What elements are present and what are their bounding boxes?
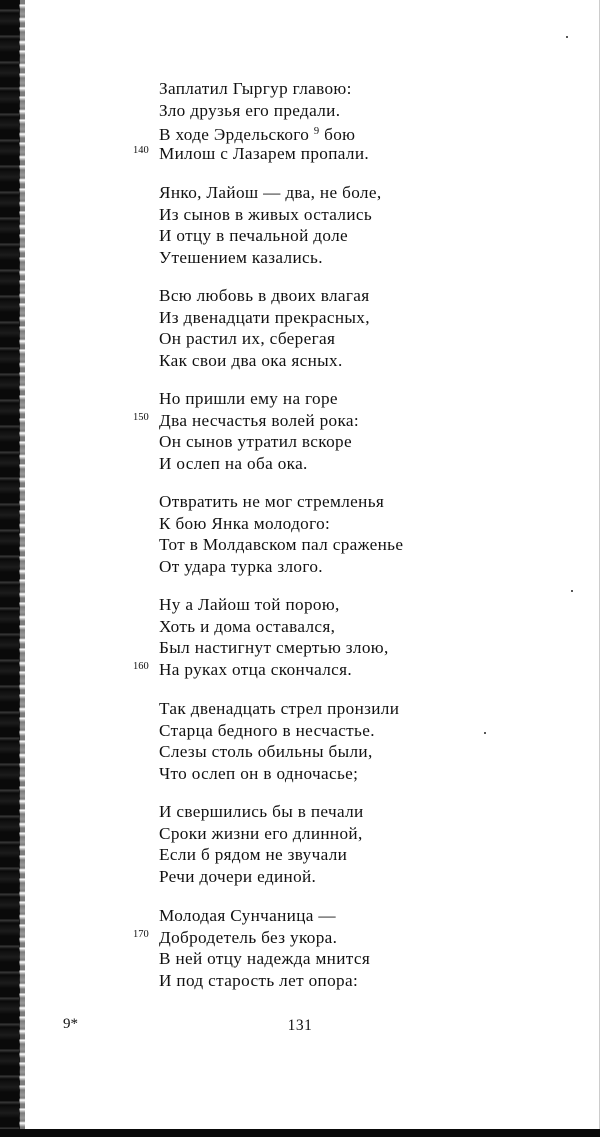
poem-line-text: Зло друзья его предали. <box>159 100 341 120</box>
poem-line-text: И свершились бы в печали <box>159 802 364 821</box>
poem-line-text: Два несчастья волей рока: <box>159 410 360 430</box>
poem-line-text: Утешением казались. <box>159 247 323 267</box>
poem-line <box>159 823 363 844</box>
poem-line <box>159 453 308 474</box>
poem-line <box>159 970 358 991</box>
poem-line-text: Речи дочери единой. <box>159 866 317 886</box>
poem-line-text: В ходе Эрдельского <box>159 125 310 144</box>
poem-line <box>159 285 370 306</box>
poem-line-text: От удара турка злого. <box>159 556 323 576</box>
poem-line-text: Так двенадцать стрел пронзили <box>159 699 400 718</box>
poem-line <box>159 100 340 121</box>
poem-line <box>159 594 340 615</box>
poem-line-text: На руках отца скончался. <box>159 659 353 679</box>
poem-line-text: Янко, Лайош — два, не боле, <box>159 183 382 202</box>
poem-line-text: Как свои два ока ясных. <box>159 350 343 370</box>
poem-line <box>159 225 348 246</box>
poem-line <box>159 388 338 409</box>
page-number-row <box>0 1017 600 1035</box>
poem-line <box>159 182 381 203</box>
poem-line-text: Всю любовь в двоих влагая <box>159 286 370 305</box>
poem-line-text: Из двенадцати прекрасных, <box>159 307 370 327</box>
poem-line-text: К бою Янка молодого: <box>159 513 331 533</box>
poem-line-text: Сроки жизни его длинной, <box>159 823 363 843</box>
poem-line-text: Он растил их, сберегая <box>159 329 336 348</box>
poem-line <box>159 720 375 741</box>
poem-line-text: Слезы столь обильны были, <box>159 742 373 761</box>
poem-line <box>159 637 389 658</box>
poem-line <box>159 556 323 577</box>
poem-line <box>159 763 358 784</box>
poem-line-text: И под старость лет опора: <box>159 970 359 990</box>
poem-line <box>159 328 335 349</box>
poem-line <box>159 801 364 822</box>
poem-line <box>159 741 373 762</box>
signature-mark: 9* <box>63 1016 78 1032</box>
poem-line <box>159 844 347 865</box>
poem-line-text: Старца бедного в несчастье. <box>159 720 375 740</box>
page-number: 131 <box>287 1017 313 1034</box>
poem-line <box>159 78 352 99</box>
poem-line-text: И отцу в печальной доле <box>159 226 348 245</box>
poem-line <box>159 948 370 969</box>
poem-line-text: Если б рядом не звучали <box>159 845 348 864</box>
poem-line <box>159 927 337 948</box>
poem-line <box>159 247 323 268</box>
poem-line-text: Милош с Лазарем пропали. <box>159 143 370 163</box>
poem-line <box>159 659 352 680</box>
poem-line <box>159 121 355 145</box>
poem-line <box>159 350 343 371</box>
poem-line-text: Хоть и дома оставался, <box>159 616 336 636</box>
line-number: 170 <box>133 928 149 940</box>
line-number: 140 <box>133 144 149 156</box>
line-number: 160 <box>133 660 149 672</box>
poem-line <box>159 143 369 164</box>
poem-line-text: Добродетель без укора. <box>159 927 338 947</box>
poem-line <box>159 410 359 431</box>
poem-line-text: Из сынов в живых остались <box>159 204 373 224</box>
poem-line <box>159 513 330 534</box>
poem-line-text: Молодая Сунчаница — <box>159 906 336 925</box>
poem-line <box>159 866 316 887</box>
footnote-marker[interactable]: 9 <box>313 126 320 137</box>
poem-line-text: Был настигнут смертью злою, <box>159 638 389 657</box>
poem-line <box>159 905 336 926</box>
poem-line <box>159 616 335 637</box>
poem-line <box>159 431 352 452</box>
poem-line-text: Ну а Лайош той порою, <box>159 595 340 614</box>
poem-line <box>159 698 399 719</box>
poem-line <box>159 534 403 555</box>
poem-line-text: Тот в Молдавском пал сраженье <box>159 535 404 554</box>
poem-line-text: Он сынов утратил вскоре <box>159 432 352 451</box>
poem-line-text: Заплатил Гыргур главою: <box>159 79 352 98</box>
poem-line-text: И ослеп на оба ока. <box>159 453 308 473</box>
poem-line <box>159 491 384 512</box>
poem-line-text: В ней отцу надежда мнится <box>159 949 371 968</box>
poem-line-text: Но пришли ему на горе <box>159 389 338 408</box>
poem-line <box>159 204 372 225</box>
poem-line-text: Что ослеп он в одночасье; <box>159 763 359 783</box>
poem-line <box>159 307 370 328</box>
poem-line-tail: бою <box>319 125 356 144</box>
line-number: 150 <box>133 411 149 423</box>
poem-line-text: Отвратить не мог стремленья <box>159 492 385 511</box>
